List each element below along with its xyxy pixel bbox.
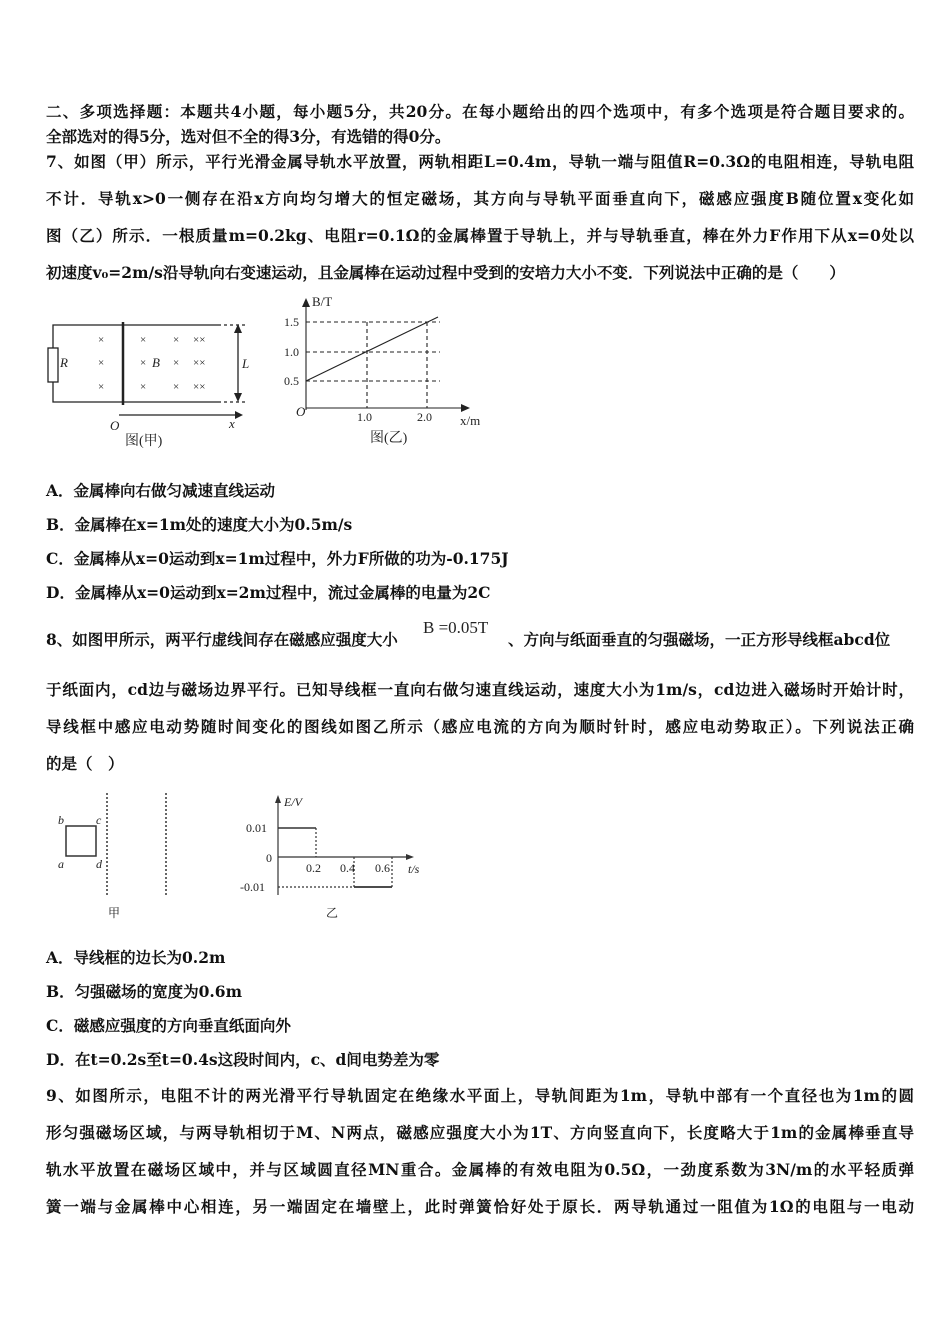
svg-text:×: × [173,334,180,346]
svg-text:××: ×× [193,334,206,346]
label-c: c [96,813,102,827]
y-tick: 0 [266,851,272,865]
label-L: L [242,356,250,371]
q8-line-1-a: 8、如图甲所示，两平行虚线间存在磁感应强度大小 [46,630,398,649]
x-tick: 2.0 [417,410,432,424]
q8-option-c[interactable]: C．磁感应强度的方向垂直纸面向外 [46,1016,291,1035]
y-axis-label: B/T [312,294,333,309]
q9-line-4: 簧一端与金属棒中心相连，另一端固定在墙壁上，此时弹簧恰好处于原长．两导轨通过一阻值为1Ω的电阻与一电动 [46,1197,914,1216]
svg-text:×: × [140,357,147,369]
q7-figure-jia [40,290,260,450]
y-axis-label: E/V [284,795,302,809]
q9-line-3: 轨水平放置在磁场区域中，并与区域圆直径MN重合。金属棒的有效电阻为0.5Ω，一劲度系数为3N/m的水平轻质弹 [46,1160,914,1179]
caption-yi: 乙 [326,906,339,920]
svg-text:×: × [140,381,147,393]
x-tick: 0.4 [340,861,355,875]
q7-option-b[interactable]: B．金属棒在x=1m处的速度大小为0.5m/s [46,515,353,534]
q9-line-1: 9、如图所示，电阻不计的两光滑平行导轨固定在绝缘水平面上，导轨间距为1m，导轨中部有一个直径也为1m的圆 [46,1086,914,1105]
caption-yi: 图(乙) [370,431,408,446]
q8-option-d[interactable]: D．在t=0.2s至t=0.4s这段时间内，c、d间电势差为零 [46,1050,440,1069]
q8-option-a[interactable]: A．导线框的边长为0.2m [46,948,226,967]
svg-text:×: × [98,334,105,346]
caption-jia: 甲 [108,906,121,920]
label-O: O [110,418,120,433]
q8-line-2: 于纸面内，cd边与磁场边界平行。已知导线框一直向右做匀速直线运动，速度大小为1m/s，cd边进入磁场时开始计时， [46,680,914,699]
svg-text:×: × [140,334,147,346]
label-d: d [96,857,102,871]
label-x: x [229,416,235,431]
y-tick: -0.01 [240,880,265,894]
q8-figure-jia [40,785,190,925]
y-tick: 1.0 [284,345,299,359]
q8-option-b[interactable]: B．匀强磁场的宽度为0.6m [46,982,242,1001]
svg-text:××: ×× [193,381,206,393]
y-tick: 1.5 [284,315,299,329]
label-a: a [58,857,64,871]
label-b: b [58,813,64,827]
label-B: B [152,355,160,370]
svg-text:××: ×× [193,357,206,369]
q7-figure-yi-chart [280,290,500,450]
q8-line-1-b: 、方向与纸面垂直的匀强磁场，一正方形导线框abcd位 [508,630,891,649]
q7-line-4: 初速度v₀=2m/s沿导轨向右变速运动，且金属棒在运动过程中受到的安培力大小不变．下列说法中正确的是（ ） [46,263,845,282]
y-tick: 0.5 [284,374,299,388]
svg-text:×: × [173,357,180,369]
q7-option-c[interactable]: C．金属棒从x=0运动到x=1m过程中，外力F所做的功为-0.175J [46,549,509,568]
svg-text:×: × [173,381,180,393]
caption-jia: 图(甲) [125,434,163,449]
q9-line-2: 形匀强磁场区域，与两导轨相切于M、N两点，磁感应强度大小为1T、方向竖直向下，长度略大于1m的金属棒垂直导 [46,1123,914,1142]
label-R: R [60,355,68,370]
x-axis-label: x/m [460,413,481,428]
q8-line-4: 的是（ ） [46,754,124,773]
q8-line-3: 导线框中感应电动势随时间变化的图线如图乙所示（感应电流的方向为顺时针时，感应电动势取正）。下列说法正确 [46,717,914,736]
section-heading-line-2: 全部选对的得5分，选对但不全的得3分，有选错的得0分。 [46,127,451,146]
svg-text:×: × [98,357,105,369]
origin-label: O [296,404,306,419]
section-heading-line-1: 二、多项选择题：本题共4小题，每小题5分，共20分。在每小题给出的四个选项中，有多个选项是符合题目要求的。 [46,102,914,121]
svg-text:×: × [98,381,105,393]
q7-line-1: 7、如图（甲）所示，平行光滑金属导轨水平放置，两轨相距L=0.4m，导轨一端与阻值R=0.3Ω的电阻相连，导轨电阻 [46,152,914,171]
x-tick: 0.2 [306,861,321,875]
x-tick: 1.0 [357,410,372,424]
q7-line-2: 不计．导轨x>0一侧存在沿x方向均匀增大的恒定磁场，其方向与导轨平面垂直向下，磁感应强度B随位置x变化如 [46,189,914,208]
x-tick: 0.6 [375,861,390,875]
x-axis-label: t/s [408,862,420,876]
q8-formula: B =0.05T [423,618,489,637]
q7-option-a[interactable]: A．金属棒向右做匀减速直线运动 [46,481,276,500]
q8-figure-yi-chart [230,785,440,925]
q7-option-d[interactable]: D．金属棒从x=0运动到x=2m过程中，流过金属棒的电量为2C [46,583,491,602]
y-tick: 0.01 [246,821,267,835]
q7-line-3: 图（乙）所示．一根质量m=0.2kg、电阻r=0.1Ω的金属棒置于导轨上，并与导轨垂直，棒在外力F作用下从x=0处以 [46,226,914,245]
